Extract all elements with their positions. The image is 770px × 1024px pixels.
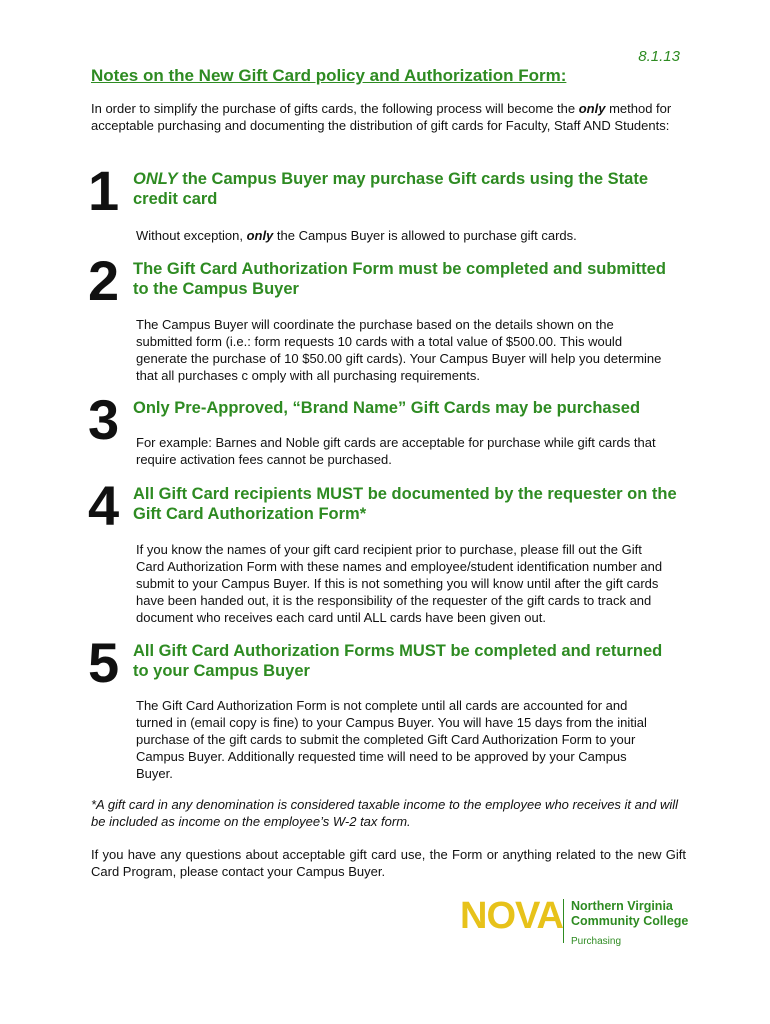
taxable-income-footnote: *A gift card in any denomination is considered taxable income to the employee who receives it and will be included as income on the employee’s W-2 tax form.	[91, 797, 679, 829]
step-number: 1	[88, 159, 120, 222]
intro-paragraph	[91, 100, 681, 134]
step-number: 5	[88, 631, 120, 694]
step-4	[88, 474, 688, 628]
step-number: 2	[88, 249, 120, 312]
intro-text-before: In order to simplify the purchase of gifts cards, the following process will become the	[91, 101, 579, 116]
closing-paragraph: If you have any questions about acceptable gift card use, the Form or anything related to the new Gift Card Program, please contact your Campus Buyer.	[91, 847, 686, 879]
step-body: The Gift Card Authorization Form is not complete until all cards are accounted for and turned in (email copy is fine) to your Campus Buyer. You will have 15 days from the initial purchase of the gift cards to submit the completed Gift Card Authorization Form to your Campus Buyer. Additionally requested time will need to be approved by your Campus Buyer.	[136, 698, 647, 781]
intro-text-after: method for acceptable purchasing and documenting the distribution of gift cards for Faculty, Staff AND Students:	[91, 101, 672, 133]
page-title: Notes on the New Gift Card policy and Authorization Form:	[91, 66, 567, 85]
college-name-line1: Northern Virginia	[571, 899, 673, 913]
nova-logo	[460, 896, 690, 956]
step-heading	[133, 169, 678, 209]
step-heading: All Gift Card recipients MUST be documented by the requester on the Gift Card Authorization Form*	[133, 485, 677, 523]
step-number: 3	[88, 388, 120, 451]
step-body	[136, 227, 666, 244]
step-1	[88, 159, 688, 243]
college-name-line2: Community College	[571, 914, 689, 928]
department-name: Purchasing	[571, 936, 622, 947]
step-heading-emphasis: ONLY	[133, 170, 178, 188]
step-2	[88, 249, 688, 383]
step-body: The Campus Buyer will coordinate the purchase based on the details shown on the submitted form (i.e.: form requests 10 cards with a total value of $500.00. This would generate the purchase of 10 $50.00 gift cards). Your Campus Buyer will help you determine that all purchases c omply with all purchasing requirements.	[136, 317, 662, 383]
step-heading-text: the Campus Buyer may purchase Gift cards using the State credit card	[133, 170, 649, 208]
step-body-before: Without exception,	[136, 228, 247, 243]
step-body: If you know the names of your gift card recipient prior to purchase, please fill out the Gift Card Authorization Form with these names and employee/student identification number and submit to your Campus Buyer. If this is not something you will know until after the gift cards have been handed out, it is the responsibility of the requester of the gift cards to track and document who receives each card until ALL cards have been given out.	[136, 542, 663, 625]
step-heading: The Gift Card Authorization Form must be completed and submitted to the Campus Buyer	[133, 260, 666, 298]
step-body: For example: Barnes and Noble gift cards are acceptable for purchase while gift cards that require activation fees cannot be purchased.	[136, 435, 656, 467]
step-number: 4	[88, 474, 120, 537]
step-heading: All Gift Card Authorization Forms MUST be completed and returned to your Campus Buyer	[133, 642, 663, 680]
step-body-after: the Campus Buyer is allowed to purchase gift cards.	[273, 228, 577, 243]
step-heading: Only Pre-Approved, “Brand Name” Gift Cards may be purchased	[133, 399, 641, 417]
step-5	[88, 631, 688, 785]
step-3	[88, 388, 688, 472]
step-body-emphasis: only	[246, 228, 274, 243]
intro-emphasis: only	[578, 101, 606, 116]
nova-logo-mark: NOVA	[460, 895, 563, 937]
date-label: 8.1.13	[638, 48, 680, 65]
logo-divider	[563, 899, 564, 943]
